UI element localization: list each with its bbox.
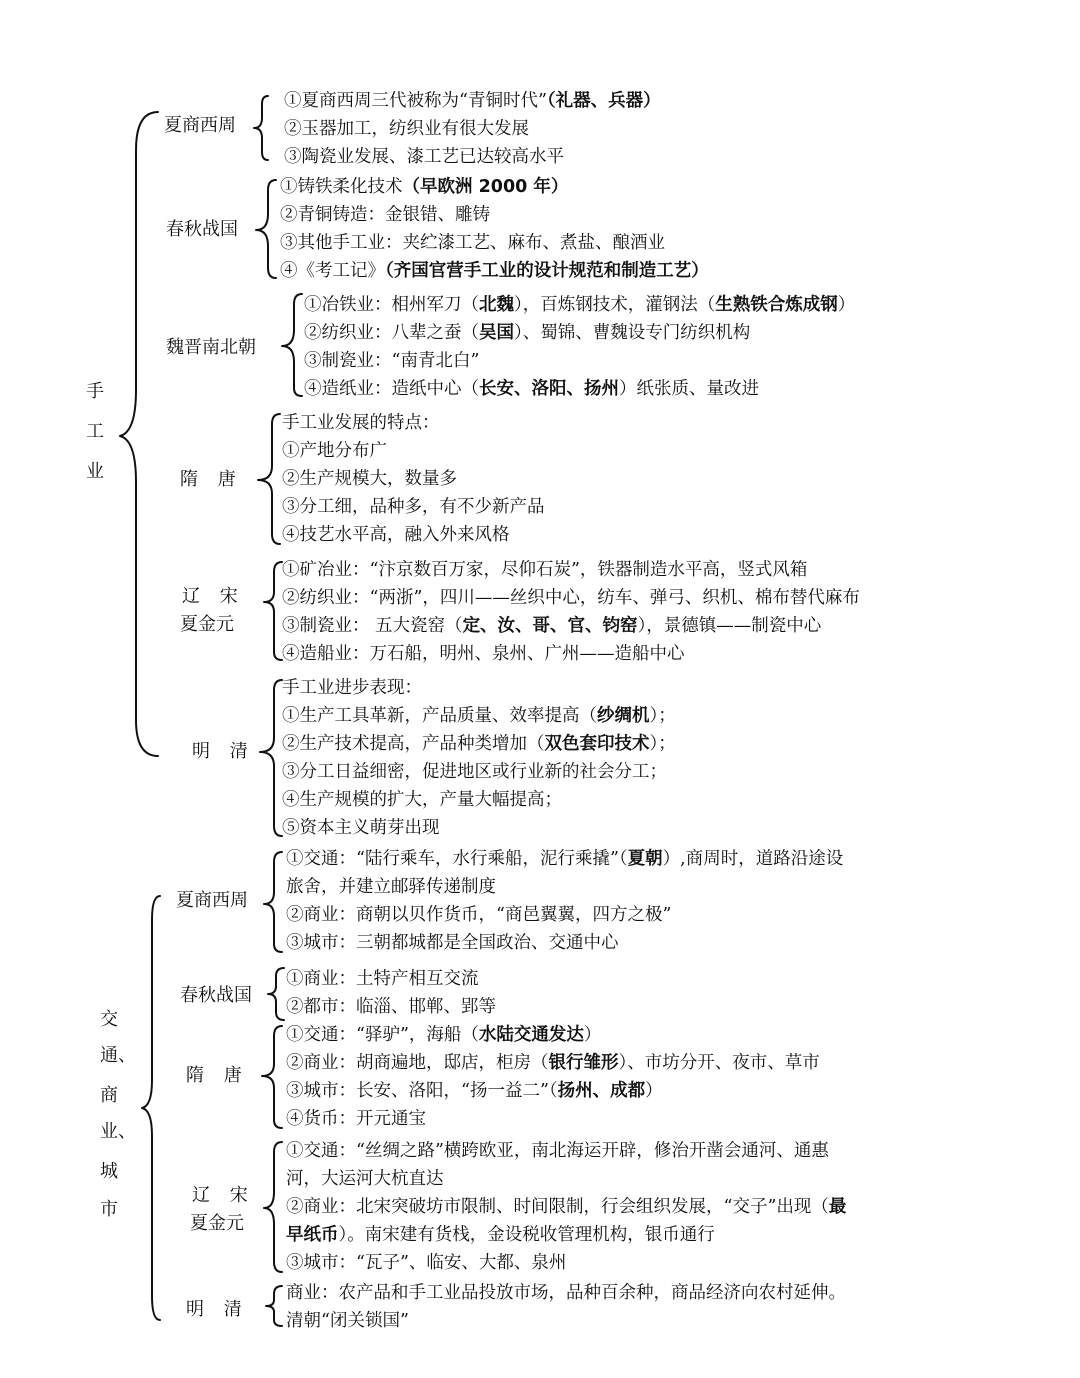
item-line: 早纸币）。南宋建有货栈，金设税收管理机构，银币通行	[286, 1225, 715, 1245]
item-line: 商业：农产品和手工业品投放市场，品种百余种，商品经济向农村延伸。	[286, 1283, 846, 1303]
item-line: ③城市：“瓦子”、临安、大都、泉州	[286, 1253, 567, 1273]
section-label-char: 工	[86, 421, 104, 442]
item-line: ②生产规模大，数量多	[282, 469, 457, 489]
period-label: 辽 宋	[182, 586, 238, 607]
section-label-char: 城	[100, 1161, 118, 1182]
period-label-2: 夏金元	[190, 1213, 244, 1234]
item-line: ④造纸业：造纸中心（长安、洛阳、扬州）纸张质、量改进	[304, 379, 759, 399]
item-line: 河，大运河大杭直达	[286, 1169, 444, 1189]
item-line: ③陶瓷业发展、漆工艺已达较高水平	[284, 147, 564, 167]
brace-cm-4	[264, 1142, 282, 1272]
period-label: 明 清	[186, 1299, 242, 1320]
brace-cm-3	[262, 1026, 282, 1128]
item-line: ②商业：胡商遍地，邸店，柜房（银行雏形）、市坊分开、夜市、草市	[286, 1053, 820, 1073]
period-label: 夏商西周	[164, 115, 236, 136]
brace-hc-5	[264, 562, 282, 660]
section-label-commerce	[100, 1008, 136, 1228]
section-label-char: 业	[86, 461, 104, 482]
item-line: ②商业：北宋突破坊市限制、时间限制，行会组织发展，“交子”出现（最	[286, 1197, 847, 1217]
item-line: ③城市：三朝都城都是全国政治、交通中心	[286, 933, 619, 953]
period-label: 春秋战国	[180, 985, 252, 1006]
brace-hc-6	[260, 680, 282, 836]
item-line: ③分工日益细密，促进地区或行业新的社会分工；	[282, 762, 667, 782]
brace-cm-1	[264, 852, 282, 952]
period-label: 辽 宋	[192, 1185, 248, 1206]
section-label-handicraft	[86, 380, 110, 490]
item-line: ①交通：“驿驴”，海船（水陆交通发达）	[286, 1025, 602, 1045]
item-line: ③制瓷业： 五大瓷窑（定、汝、哥、官、钧窑），景德镇——制瓷中心	[282, 616, 822, 636]
period-label: 春秋战国	[166, 219, 238, 240]
item-line: ②都市：临淄、邯郸、郢等	[286, 997, 496, 1017]
item-line: ①交通：“陆行乘车，水行乘船，泥行乘撬”（夏朝）,商周时，道路沿途设	[286, 849, 844, 869]
item-line: ①生产工具革新，产品质量、效率提高（纱绸机）；	[282, 706, 676, 726]
item-line: ④货币：开元通宝	[286, 1109, 426, 1129]
item-line: ①交通：“丝绸之路”横跨欧亚，南北海运开辟，修治开凿会通河、通惠	[286, 1141, 829, 1161]
item-line: ④造船业：万石船，明州、泉州、广州——造船中心	[282, 644, 685, 664]
item-line: ②纺织业：八辈之蚕（吴国）、蜀锦、曹魏设专门纺织机构	[304, 323, 751, 343]
item-line: ①冶铁业：相州军刀（北魏），百炼钢技术，灌钢法（生熟铁合炼成钢）	[304, 295, 856, 315]
item-line: 清朝“闭关锁国”	[286, 1311, 409, 1331]
section-label-char: 手	[86, 381, 104, 402]
item-line: ④技艺水平高，融入外来风格	[282, 525, 510, 545]
period-label: 隋 唐	[180, 469, 236, 490]
brace-cm-5	[266, 1286, 282, 1326]
item-line: ②纺织业：“两浙”，四川——丝织中心，纺车、弹弓、织机、棉布替代麻布	[282, 588, 860, 608]
section-label-char: 业、	[100, 1121, 136, 1142]
period-label: 魏晋南北朝	[166, 337, 256, 358]
period-label: 夏商西周	[176, 890, 248, 911]
brace-hc-1	[254, 96, 268, 160]
item-line: ②商业：商朝以贝作货币，“商邑翼翼，四方之极”	[286, 905, 672, 925]
item-line: ①铸铁柔化技术（早欧洲 2000 年）	[280, 177, 569, 197]
period-label-2: 夏金元	[180, 614, 234, 635]
item-line: ④《考工记》（齐国官营手工业的设计规范和制造工艺）	[280, 261, 709, 281]
item-line: ②玉器加工，纺织业有很大发展	[284, 119, 529, 139]
brace-section-commerce	[142, 896, 160, 1320]
brace-hc-4	[258, 414, 280, 544]
item-line: ①商业：土特产相互交流	[286, 969, 479, 989]
item-line: 手工业进步表现：	[282, 678, 422, 698]
brace-hc-2	[256, 180, 276, 278]
item-line: ②青铜铸造：金银错、雕铸	[280, 205, 490, 225]
item-line: ①夏商西周三代被称为“青铜时代”（礼器、兵器）	[284, 91, 661, 111]
brace-cm-2	[268, 968, 284, 1020]
period-label: 明 清	[192, 741, 248, 762]
item-line: ⑤资本主义萌芽出现	[282, 818, 440, 838]
item-line: 旅舍，并建立邮驿传递制度	[286, 877, 496, 897]
item-line: ②生产技术提高，产品种类增加（双色套印技术）；	[282, 734, 676, 754]
period-label: 隋 唐	[186, 1065, 242, 1086]
item-line: ③其他手工业：夹纻漆工艺、麻布、煮盐、酿酒业	[280, 233, 665, 253]
item-line: ③分工细，品种多，有不少新产品	[282, 497, 545, 517]
item-line: ①矿冶业：“汴京数百万家，尽仰石炭”，铁器制造水平高，竖式风箱	[282, 560, 808, 580]
item-line: ③城市：长安、洛阳，“扬一益二”（扬州、成都）	[286, 1081, 663, 1101]
item-line: ③制瓷业：“南青北白”	[304, 351, 480, 371]
item-line: 手工业发展的特点：	[282, 413, 440, 433]
brace-hc-3	[282, 294, 302, 396]
section-label-char: 市	[100, 1199, 118, 1220]
section-label-char: 商	[100, 1085, 118, 1106]
section-label-char: 通、	[100, 1045, 136, 1066]
section-label-char: 交	[100, 1009, 118, 1030]
brace-section-handicraft	[120, 112, 158, 756]
item-line: ①产地分布广	[282, 441, 387, 461]
item-line: ④生产规模的扩大，产量大幅提高；	[282, 790, 562, 810]
